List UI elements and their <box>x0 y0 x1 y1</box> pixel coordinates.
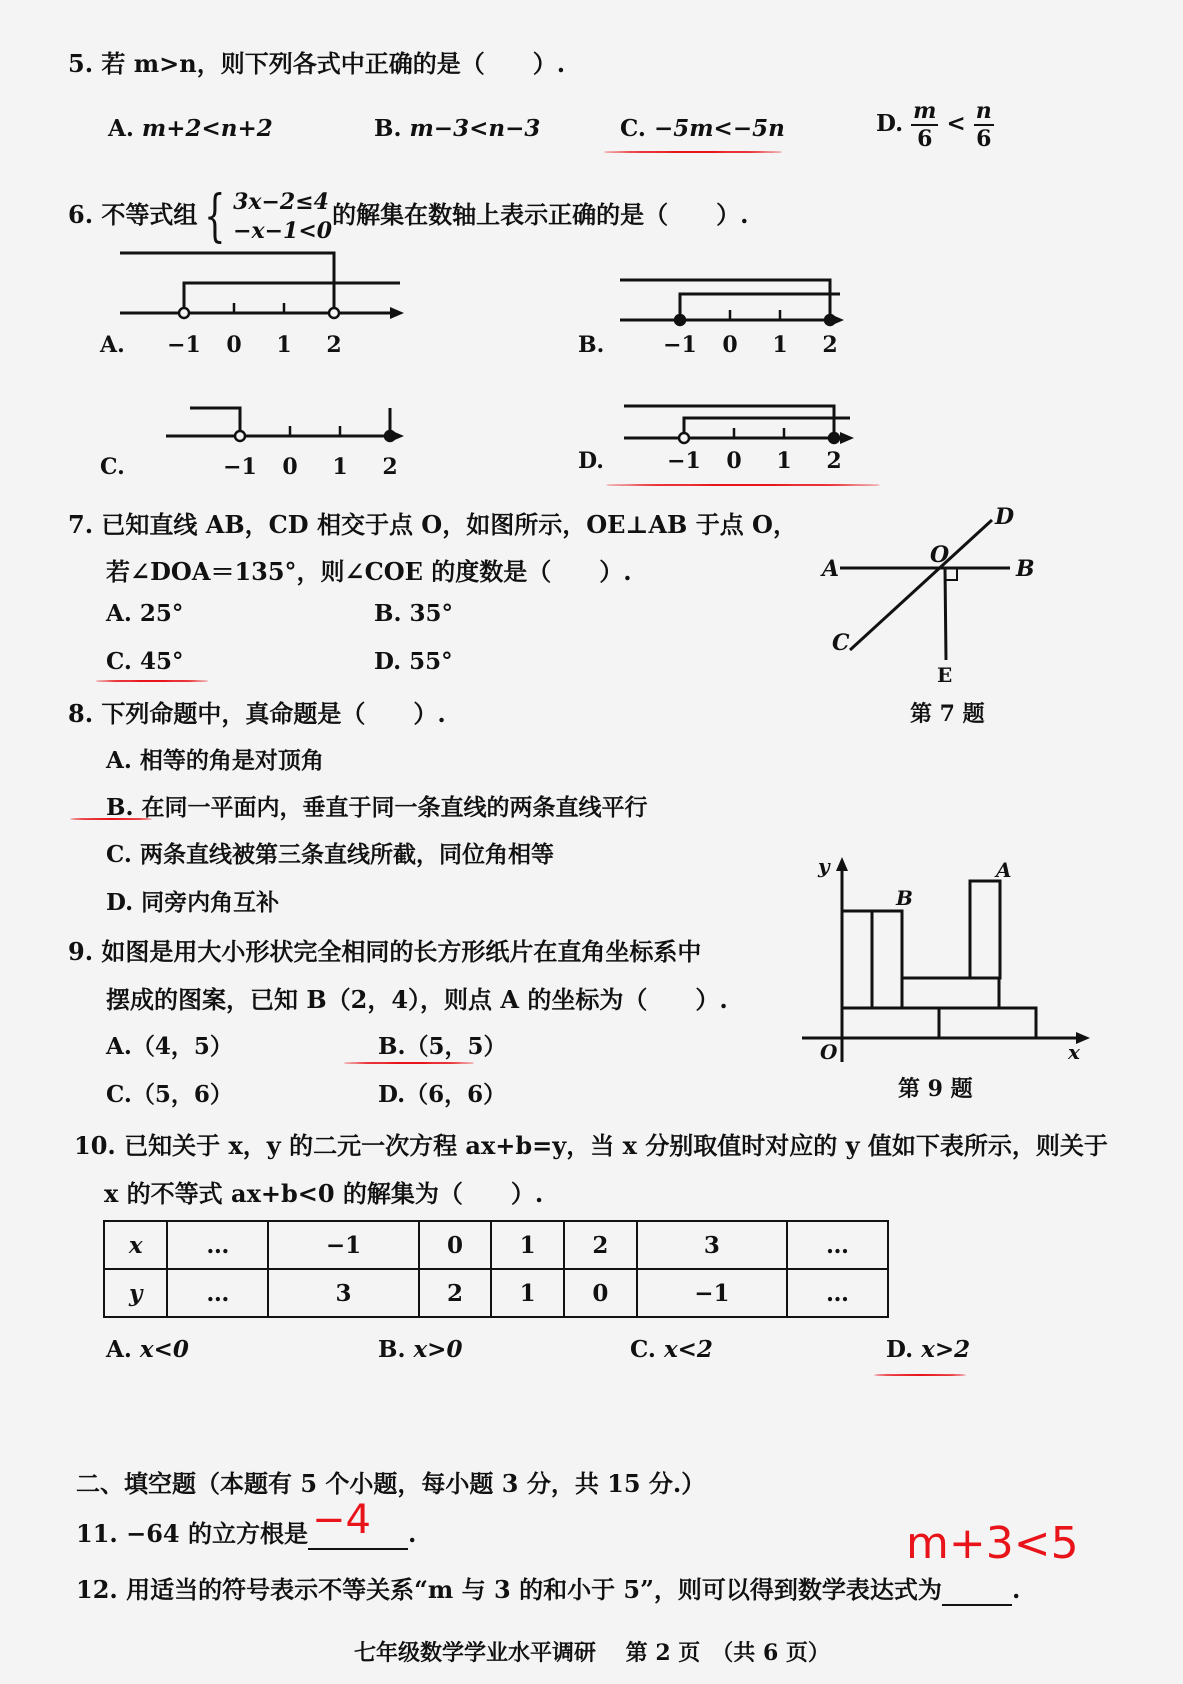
table-cell: −1 <box>637 1269 787 1317</box>
solution-bar-lower <box>680 294 840 320</box>
q10-option-a[interactable]: A. x<0 <box>106 1336 189 1363</box>
q11: 11. −64 的立方根是 −4 . <box>76 1497 417 1548</box>
rect-vertical-2 <box>872 911 902 1008</box>
tick-label: 2 <box>382 454 398 480</box>
tick-label: 2 <box>326 332 342 358</box>
table-cell: 2 <box>564 1221 637 1269</box>
q10-line2: x 的不等式 ax+b<0 的解集为（ ）. <box>104 1179 544 1208</box>
option-text: m+2<n+2 <box>141 115 273 142</box>
tick-label: 0 <box>226 332 242 358</box>
open-dot-icon <box>179 308 189 318</box>
tick-label: 2 <box>826 448 842 474</box>
q7-line1: 7. 已知直线 AB，CD 相交于点 O，如图所示，OE⊥AB 于点 O， <box>68 510 797 539</box>
table-cell: 0 <box>564 1269 637 1317</box>
table-cell: 1 <box>491 1269 564 1317</box>
less-than-sign: < <box>946 110 966 137</box>
solution-bar-left <box>190 408 240 436</box>
inequality-system: 3x−2≤4 −x−1<0 <box>233 189 333 244</box>
tick-label: 1 <box>276 332 292 358</box>
q6-number-line-d[interactable] <box>578 400 940 490</box>
rect-vertical-1 <box>842 911 872 1008</box>
q9-figure <box>800 855 1090 1065</box>
table-cell: 1 <box>491 1221 564 1269</box>
label-c: C <box>832 630 850 656</box>
fraction-m-over-6: $\frac{m}{6}$ <box>913 98 937 152</box>
table-cell: … <box>787 1221 888 1269</box>
q8-option-d[interactable]: D. 同旁内角互补 <box>106 889 280 916</box>
label-x: x <box>1068 1040 1080 1064</box>
table-cell: 3 <box>637 1221 787 1269</box>
y-axis-arrow-icon <box>836 857 848 871</box>
q10-answer-mark <box>874 1374 966 1376</box>
solution-bar-lower <box>184 283 400 313</box>
option-label: C. <box>620 115 646 142</box>
q7-figure <box>810 500 1060 700</box>
label-b: B <box>1016 556 1035 582</box>
q8-option-c[interactable]: C. 两条直线被第三条直线所截，同位角相等 <box>106 841 554 868</box>
table-cell: … <box>787 1269 888 1317</box>
q6-number-line-c[interactable] <box>100 400 440 490</box>
q6-answer-mark <box>606 484 880 486</box>
q5-stem: 5. 若 m>n，则下列各式中正确的是（ ）. <box>68 49 566 78</box>
fraction-n-over-6: $\frac{n}{6}$ <box>975 98 992 152</box>
ray-oe <box>945 568 946 660</box>
rect-top-right <box>970 881 1000 978</box>
option-label: D. <box>876 110 904 137</box>
q7-figure-caption: 第 7 题 <box>910 701 985 727</box>
table-row-y <box>104 1269 888 1317</box>
option-text: m−3<n−3 <box>409 115 541 142</box>
brace-icon: { <box>204 183 226 249</box>
q7-line2: 若∠DOA＝135°，则∠COE 的度数是（ ）. <box>106 557 632 586</box>
q10-option-b[interactable]: B. x>0 <box>378 1336 463 1363</box>
option-label: A. <box>100 332 125 358</box>
tick-label: 1 <box>772 332 788 358</box>
q9-option-c[interactable]: C.（5，6） <box>106 1081 233 1108</box>
q9-option-a[interactable]: A.（4，5） <box>106 1033 233 1060</box>
q9-option-d[interactable]: D.（6，6） <box>378 1081 507 1108</box>
closed-dot-icon <box>825 315 835 325</box>
section-2-title: 二、填空题（本题有 5 个小题，每小题 3 分，共 15 分.） <box>76 1469 706 1498</box>
q10-value-table <box>103 1220 889 1318</box>
tick-label: 1 <box>332 454 348 480</box>
tick-label: 1 <box>776 448 792 474</box>
q10-line1: 10. 已知关于 x，y 的二元一次方程 ax+b=y，当 x 分别取值时对应的 y 值如下表所示，则关于 <box>74 1131 1108 1160</box>
q9-option-b[interactable]: B.（5，5） <box>378 1033 507 1060</box>
q7-option-c[interactable]: C. 45° <box>106 648 184 675</box>
label-point-b: B <box>896 886 913 910</box>
page-footer: 七年级数学学业水平调研 第 2 页 （共 6 页） <box>354 1640 830 1666</box>
table-cell: … <box>167 1221 268 1269</box>
closed-dot-icon <box>829 433 839 443</box>
q7-option-d[interactable]: D. 55° <box>374 648 453 675</box>
tick-label: −1 <box>667 448 701 474</box>
solution-bar-lower <box>684 418 850 438</box>
option-label: B. <box>374 115 402 142</box>
q5-option-b[interactable] <box>374 115 540 142</box>
table-cell: −1 <box>268 1221 418 1269</box>
q10-option-d[interactable]: D. x>2 <box>886 1336 971 1363</box>
axis-arrow-icon <box>840 432 854 444</box>
q8-option-a[interactable]: A. 相等的角是对顶角 <box>106 747 324 774</box>
axis-arrow-icon <box>390 307 404 319</box>
table-cell: y <box>104 1269 167 1317</box>
q12: 12. 用适当的符号表示不等关系“m 与 3 的和小于 5”，则可以得到数学表达式为 . <box>76 1575 1021 1604</box>
q6-number-line-a[interactable] <box>100 270 440 385</box>
line-cd <box>850 520 992 650</box>
label-e: E <box>937 663 953 687</box>
q6-stem: 6. 不等式组 { 3x−2≤4 −x−1<0 的解集在数轴上表示正确的是（ ）. <box>68 183 749 249</box>
rect-bottom-1 <box>842 1008 939 1038</box>
q9-figure-caption: 第 9 题 <box>898 1076 973 1102</box>
tick-label: 0 <box>282 454 298 480</box>
table-cell: 2 <box>419 1269 492 1317</box>
q6-number-line-b[interactable] <box>578 290 940 390</box>
solution-bar-upper <box>620 280 830 320</box>
label-y: y <box>818 854 830 878</box>
label-point-a: A <box>996 858 1012 882</box>
closed-dot-icon <box>675 315 685 325</box>
tick-label: −1 <box>223 454 257 480</box>
table-row-x <box>104 1221 888 1269</box>
q11-answer-blank[interactable] <box>308 1497 408 1550</box>
q5-answer-mark <box>604 151 782 153</box>
tick-label: −1 <box>663 332 697 358</box>
tick-label: 0 <box>722 332 738 358</box>
option-text: −5m<−5n <box>653 115 785 142</box>
option-label: D. <box>578 448 604 474</box>
q5-option-c[interactable] <box>620 115 785 142</box>
q8-option-b[interactable]: B. 在同一平面内，垂直于同一条直线的两条直线平行 <box>106 794 648 821</box>
open-dot-icon <box>235 431 245 441</box>
closed-dot-icon <box>385 431 395 441</box>
option-label: C. <box>100 454 125 480</box>
tick-label: 0 <box>726 448 742 474</box>
q8-stem: 8. 下列命题中，真命题是（ ）. <box>68 699 446 728</box>
q5-option-a[interactable] <box>108 115 273 142</box>
tick-label: 2 <box>822 332 838 358</box>
q9-answer-mark <box>344 1062 474 1064</box>
tick-label: −1 <box>167 332 201 358</box>
rect-middle <box>902 978 999 1008</box>
table-cell: x <box>104 1221 167 1269</box>
q12-answer-blank[interactable] <box>942 1575 1012 1606</box>
q11-handwritten-answer: −4 <box>311 1497 371 1543</box>
option-label: B. <box>578 332 605 358</box>
q10-option-c[interactable]: C. x<2 <box>630 1336 713 1363</box>
q7-option-b[interactable]: B. 35° <box>374 600 453 627</box>
table-cell: 0 <box>419 1221 492 1269</box>
label-o: O <box>930 542 950 568</box>
table-cell: 3 <box>268 1269 418 1317</box>
q7-option-a[interactable]: A. 25° <box>106 600 184 627</box>
open-dot-icon <box>329 308 339 318</box>
q5-option-d[interactable] <box>876 100 994 150</box>
label-origin: O <box>820 1040 838 1064</box>
q9-line1: 9. 如图是用大小形状完全相同的长方形纸片在直角坐标系中 <box>68 937 702 966</box>
right-angle-mark <box>945 568 957 580</box>
open-dot-icon <box>679 433 689 443</box>
label-a: A <box>822 556 840 582</box>
label-d: D <box>995 504 1015 530</box>
q7-answer-mark <box>96 680 208 682</box>
q8-answer-mark <box>70 818 152 820</box>
solution-bar-upper <box>624 406 834 438</box>
q12-handwritten-answer: m+3<5 <box>906 1518 1079 1569</box>
option-label: A. <box>108 115 134 142</box>
rect-bottom-2 <box>939 1008 1036 1038</box>
q9-line2: 摆成的图案，已知 B（2，4），则点 A 的坐标为（ ）. <box>106 985 728 1014</box>
table-cell: … <box>167 1269 268 1317</box>
